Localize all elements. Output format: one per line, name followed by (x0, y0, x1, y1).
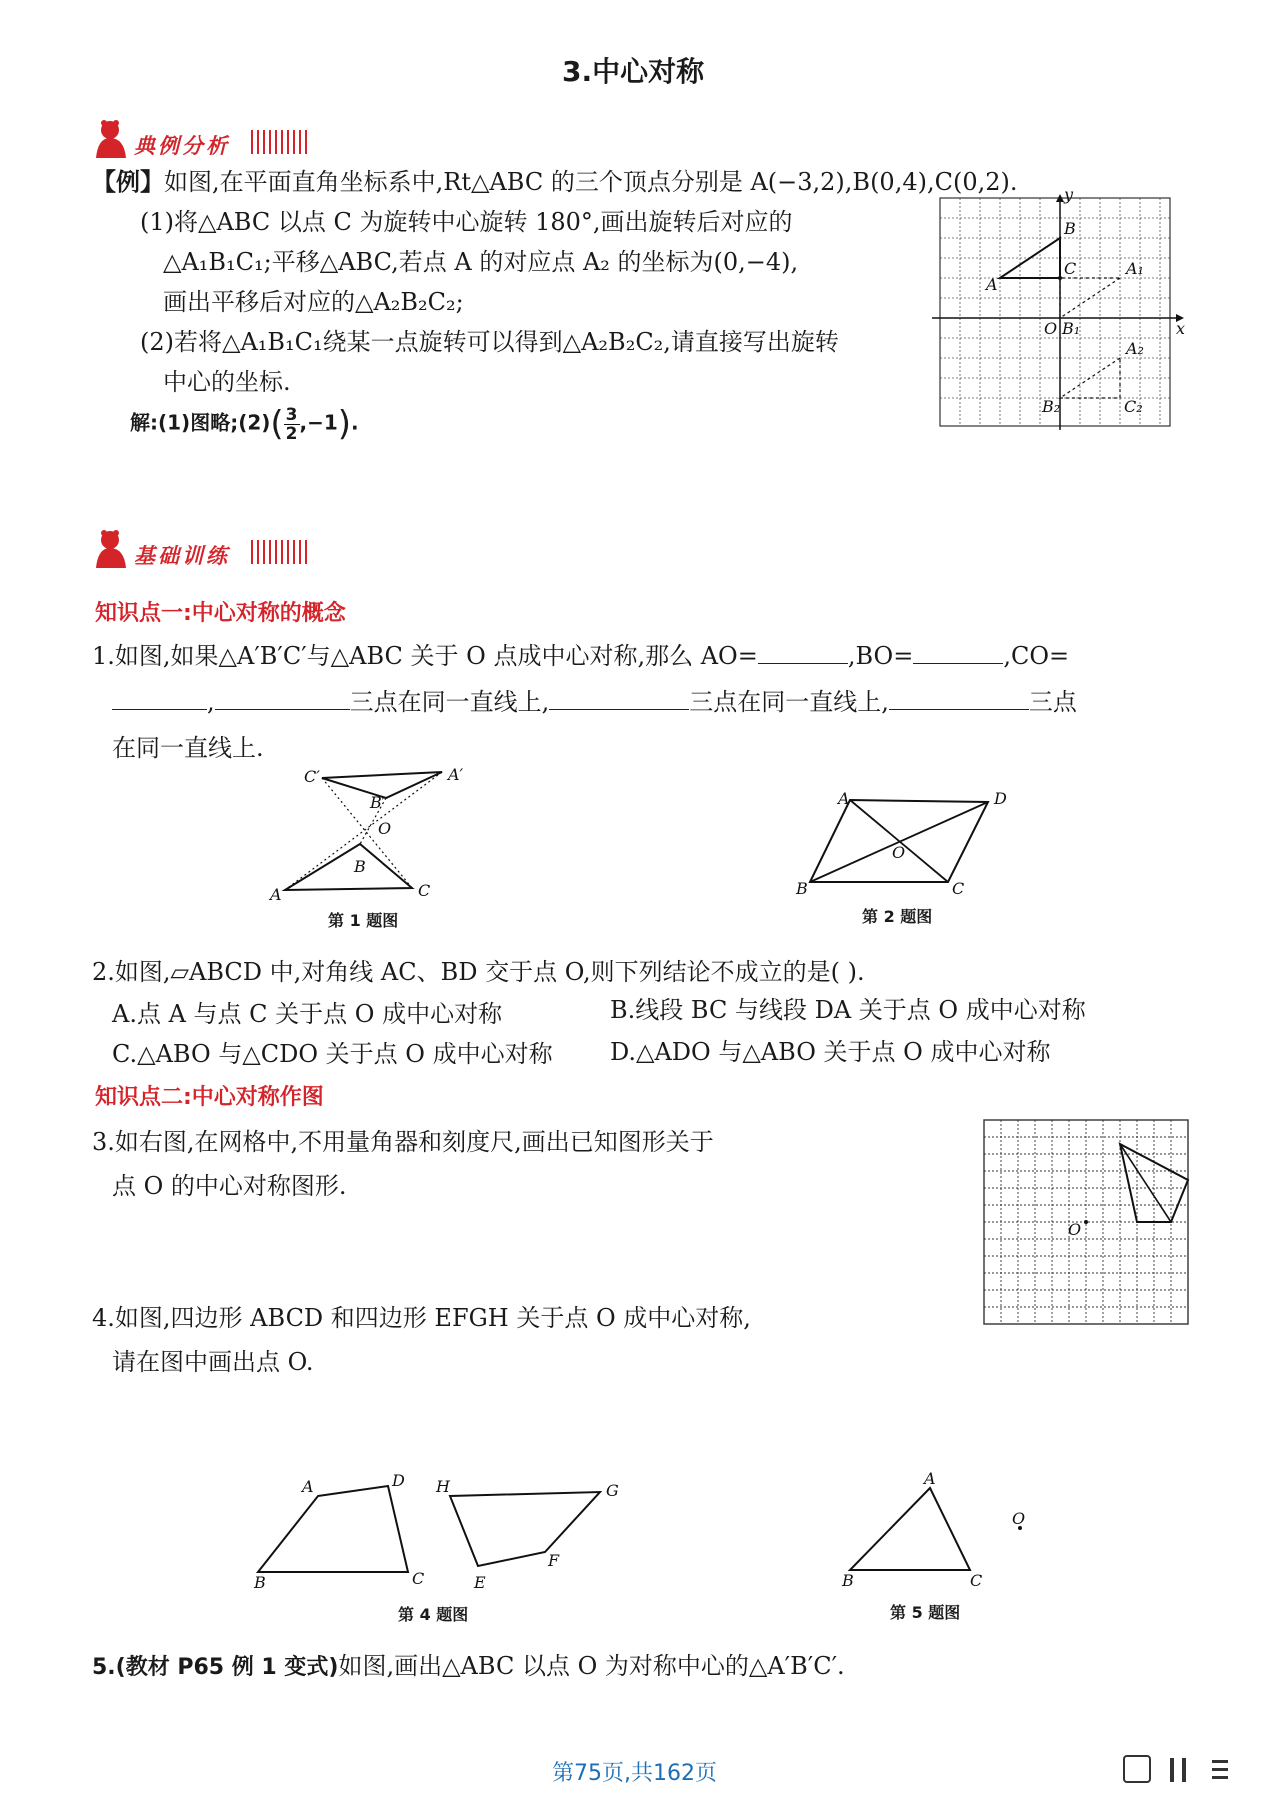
example-intro (92, 162, 1017, 197)
vertex-a-label: A (986, 275, 998, 294)
coordinate-grid-figure (940, 185, 1186, 426)
label-d: D (392, 1471, 405, 1490)
blank-collinear-1[interactable] (215, 689, 350, 710)
figure-1-caption: 第 1 题图 (328, 911, 399, 930)
blank-co[interactable] (112, 689, 207, 710)
example-part2-line1: (2)若将△A₁B₁C₁绕某一点旋转可以得到△A₂B₂C₂,请直接写出旋转 (140, 328, 839, 356)
figure-4-caption: 第 4 题图 (398, 1605, 469, 1624)
question-4-line1: 4.如图,四边形 ABCD 和四边形 EFGH 关于点 O 成中心对称, (92, 1304, 751, 1332)
label-b: B (796, 879, 808, 898)
page-title: 3.中心对称 (562, 55, 705, 88)
grid-lines (940, 198, 1170, 426)
mascot-icon (96, 530, 126, 568)
solution-end: . (351, 410, 359, 435)
label-o: O (378, 819, 392, 838)
label-a: A (838, 789, 850, 808)
vertex-b2-label: B₂ (1042, 397, 1061, 416)
quadrilateral-abcd (258, 1486, 408, 1572)
page-indicator: 第75页,共162页 (552, 1761, 717, 1786)
blank-collinear-2[interactable] (549, 689, 689, 710)
example-solution: 解:(1)图略;(2)( $\frac{3}{2}$ ,−1). (130, 404, 359, 444)
figure-2 (790, 790, 1020, 900)
solution-prefix: 解:(1)图略;(2) (130, 410, 271, 435)
question-4-line2: 请在图中画出点 O. (112, 1348, 314, 1376)
q1-text-g: 三点 (1028, 688, 1077, 716)
label-e: E (474, 1573, 486, 1592)
label-d: D (994, 789, 1007, 808)
option-d[interactable]: D.△ADO 与△ABO 关于点 O 成中心对称 (610, 1038, 1051, 1066)
given-figure (1120, 1144, 1188, 1222)
question-3-line2: 点 O 的中心对称图形. (112, 1172, 347, 1200)
banner-training-text: 基础训练 (134, 544, 230, 568)
label-c: C (412, 1569, 425, 1588)
question-5-text: 如图,画出△ABC 以点 O 为对称中心的△A′B′C′. (338, 1652, 845, 1680)
pause-icon (1170, 1758, 1174, 1782)
diagonal-ac (850, 800, 948, 882)
q1-text-e: 三点在同一直线上, (349, 688, 550, 716)
label-a: A (270, 885, 282, 904)
y-axis-label: y (1064, 185, 1074, 204)
mascot-icon (96, 120, 126, 158)
q1-text-a: 1.如图,如果△A′B′C′与△ABC 关于 O 点成中心对称,那么 AO= (92, 642, 758, 670)
figure-1 (260, 760, 490, 920)
label-c: C (970, 1571, 983, 1590)
question-1-line3: 在同一直线上. (112, 734, 264, 762)
label-o: O (892, 843, 906, 862)
quadrilateral-efgh (450, 1492, 600, 1566)
menu-icon (1212, 1760, 1228, 1763)
toolbar-icons[interactable] (1120, 1752, 1250, 1788)
solution-denominator: 2 (285, 423, 298, 444)
label-o: O (1012, 1509, 1026, 1528)
option-a[interactable]: A.点 A 与点 C 关于点 O 成中心对称 (112, 1000, 503, 1028)
question-5-source: 5.(教材 P65 例 1 变式) (92, 1655, 339, 1680)
label-g: G (606, 1481, 619, 1500)
vertex-a1-label: A₁ (1126, 259, 1144, 278)
knowledge-point-1: 知识点一:中心对称的概念 (95, 601, 346, 626)
label-aprime: A′ (448, 765, 464, 784)
vertex-b-label: B (1064, 219, 1076, 238)
label-h: H (436, 1477, 450, 1496)
label-bprime: B′ (370, 793, 386, 812)
blank-ao[interactable] (758, 643, 848, 664)
banner-stripes (252, 540, 306, 564)
x-axis-label: x (1176, 319, 1186, 338)
question-1-line2 (112, 682, 1077, 717)
triangle-abc (850, 1488, 970, 1570)
question-1-line1 (92, 636, 1069, 671)
vertex-c-label: C (1064, 259, 1077, 278)
example-part1-line3: 画出平移后对应的△A₂B₂C₂; (163, 288, 464, 316)
label-a: A (302, 1477, 314, 1496)
blank-bo[interactable] (913, 643, 1003, 664)
q1-text-c: ,CO= (1003, 642, 1070, 670)
vertex-c2-label: C₂ (1124, 397, 1143, 416)
label-b: B (354, 857, 366, 876)
label-c: C (418, 881, 431, 900)
example-part1-line2: △A₁B₁C₁;平移△ABC,若点 A 的对应点 A₂ 的坐标为(0,−4), (163, 248, 799, 276)
blank-collinear-3[interactable] (889, 689, 1029, 710)
vertex-a2-label: A₂ (1126, 339, 1144, 358)
figure-5 (840, 1466, 1040, 1590)
q1-text-f: 三点在同一直线上, (689, 688, 889, 716)
origin-label: O (1044, 319, 1058, 338)
label-a: A (924, 1469, 936, 1488)
vertex-b1-label: B₁ (1062, 319, 1081, 338)
label-b: B (842, 1571, 854, 1590)
question-3-grid (984, 1120, 1188, 1324)
option-b[interactable]: B.线段 BC 与线段 DA 关于点 O 成中心对称 (610, 996, 1086, 1024)
label-c: C (952, 879, 965, 898)
question-2-stem: 2.如图,▱ABCD 中,对角线 AC、BD 交于点 O,则下列结论不成立的是( ). (92, 958, 865, 986)
knowledge-point-2: 知识点二:中心对称作图 (95, 1085, 324, 1110)
figure-5-caption: 第 5 题图 (890, 1603, 961, 1622)
label-cprime: C′ (304, 767, 320, 786)
example-intro-text: 如图,在平面直角坐标系中,Rt△ABC 的三个顶点分别是 A(−3,2),B(0,4),C(0,2). (164, 168, 1018, 196)
triangle-abc (285, 844, 412, 890)
figure-4 (250, 1466, 640, 1592)
label-b: B (254, 1573, 266, 1592)
solution-suffix: ,−1 (299, 410, 338, 435)
question-5 (92, 1646, 845, 1681)
label-f: F (548, 1551, 560, 1570)
solution-numerator: 3 (285, 404, 298, 425)
banner-example-text: 典例分析 (134, 134, 230, 158)
banner-stripes (252, 130, 306, 154)
example-label: 【例】 (92, 167, 164, 196)
grid-point-o-label: O (1068, 1220, 1082, 1239)
figure-2-caption: 第 2 题图 (862, 907, 933, 926)
q1-text-d: , (207, 688, 215, 716)
diagonal-bd (810, 802, 988, 882)
option-c[interactable]: C.△ABO 与△CDO 关于点 O 成中心对称 (112, 1040, 553, 1068)
q1-text-b: ,BO= (847, 642, 914, 670)
square-icon (1124, 1756, 1150, 1782)
question-3-line1: 3.如右图,在网格中,不用量角器和刻度尺,画出已知图形关于 (92, 1128, 714, 1156)
example-part1-line1: (1)将△ABC 以点 C 为旋转中心旋转 180°,画出旋转后对应的 (140, 208, 793, 236)
example-part2-line2: 中心的坐标. (163, 368, 291, 396)
